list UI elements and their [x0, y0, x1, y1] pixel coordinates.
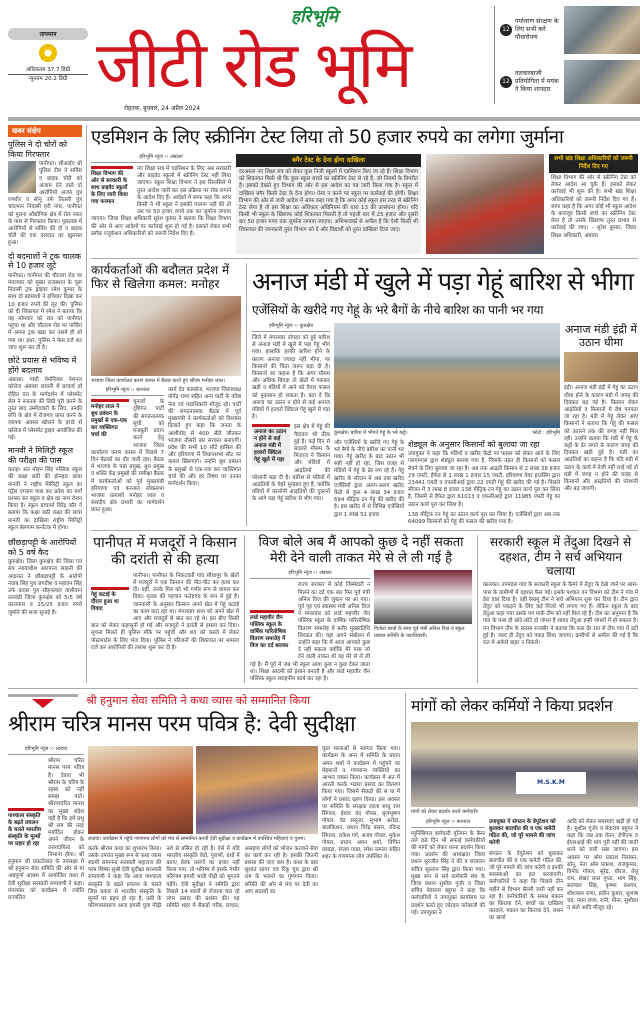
article-text: संगठन के डेपुटेशन को बुलाकर बातचीत की व एक कमेटी गठित की, जो पूरे मामले की जांच करेगी व इनकी समस्याओं का हल करवाएगी। कर्मचारियों ने कहा कि पिछले तीन महीने से विभाग सैलरी जारी नहीं कर रहा है। कर्मचारियों के समक्ष मकान का किराया देने, बच्चों का दाखिला करवाने, मकान का किराया देने, राशन का खर्चा [489, 850, 563, 922]
photo-caption: मांगों को लेकर प्रदर्शन करते कर्मचारी। [411, 809, 479, 816]
mandi-photo [334, 323, 560, 428]
brief-title: पुलिस ने दो चोरों को किया गिरफ्तार [8, 140, 68, 159]
article-text: चुनावों के दृष्टिगत पार्टी की संगठनात्मक सूची को मजबूती प्रदान करने हेतु भाजपा जिला कार्यालय करण कमल में पिछले 7 दिन बैठकों का दौर जारी रहा। बैठक में भाजपा के पन्ना प्रमुख, बूथ प्रमुख व शक्ति केंद्र प्रमुखों की समीक्षा बैठक में कार्यकर्ताओं को पूर्व मुख्यमंत्री हरियाणा एवं करनाल लोकसभा भाजपा प्रत्याशी मनोहर लाल व संसदीय क्षेत्र प्रभारी का मार्गदर्शन प्राप्त हुआ। [91, 399, 164, 514]
teaser-panel [494, 6, 640, 104]
weather-box [8, 28, 88, 83]
info-box-text: दरअसल नए शिक्षा सत्र को लेकर कुछ निजी स्कूलों में एडमिशन किए जा रहे हैं। शिक्षा विभाग को शिकायत मिली थी कि कुछ स्कूल बच्चों का स्क्रीनिंग टेस्ट ले रहे हैं, जो नियमों के विपरीत है। इसको देखते हुए विभाग की ओर से इस आदेश का पत्र जारी किया गया है। स्कूल में दाखिला बगैर किसी टेस्ट के देना होगा। ऐसा न करने पर स्कूल पर कार्रवाई की होगी। शिक्षा विभाग की ओर से जारी आदेश में साफ कहा गया है कि अगर कोई स्कूल इस तरह से स्क्रीनिंग टेस्ट लेगा है तो इस शिक्षा का अधिकार अधिनियम की धारा 13 की उल्लंघना होगा। यदि किसी भी स्कूल के खिलाफ कोई शिकायत मिलती है तो पहली बार में 25 हजार और दूसरी बार 50 हजार रुपए तक जुर्माना लगाया जाएगा। अभिभावकों से अपील है कि ऐसी किसी भी शिकायत की जानकारी तुरंत विभाग को दें और विद्यार्थी को तुरंत दाखिला दिया जाए। [239, 169, 418, 233]
karmi-body [411, 819, 638, 923]
devi-middle [88, 746, 318, 910]
byline: हरिभूमि न्यूज ›› कुरुक्षेत्र [252, 323, 330, 332]
kamal-article [91, 387, 241, 514]
newspaper-title: जीटी रोड भूमि [96, 29, 411, 103]
kamal-story [91, 263, 241, 526]
info-box-title: बगैर टेस्ट के देना होगा दाखिला [236, 154, 421, 167]
brief-title: दो बदमाशों ने ट्रक चालक से 10 हजार लूटे [8, 251, 82, 271]
lead-article [91, 154, 231, 254]
indri-text: इंद्री। अनाज मंडी इंद्री में गेहूं का उठान धीमा होने के कारण मंडी में जगह की दिक्कत बढ़ गई है। किसान लेकर आढ़तियों व किसानों में रोष पनपता जा रहा है। मंडी में गेहूं लेकर आए किसानों ने बताया कि गेहूं की फसल को उतारने तक की जगह नहीं मिल रही। उन्होंने बताया कि मंडी में गेहूं के कट्टों के ढेर लगने के कारण जगह की दिक्कत खड़ी हुई है। मंडी का आढ़तियों का कहना है कि यदि मंडी में उठान के कार्य में तेजी नहीं लाई गई तो मंडी में जगह न होने की वजह से किसानों और आढ़तियों की परेशानी और बढ़ जाएगी। [564, 385, 638, 493]
pull-quote: लार्ड महावीर जैन पब्लिक स्कूल के वार्षिक पारितोषिक वितरण समारोह में विज का दर्द छलका [250, 610, 294, 652]
anaj-middle [334, 323, 560, 526]
article-text: कार्य देव काम्बोज, भाजपा जिलाध्यक्ष योगेंद्र राणा सहित अन्य पार्टी के वरिष्ठ नेता एवं पदाधिकारी मौजूद रहे। पार्टी की संगठनात्मक बैठक में पूर्व मुख्यमंत्री ने कार्यकर्ताओं को विश्वास दिलाते हुए कहा कि जनता के आशीर्वाद से 400 सीटें जीतकर भाजपा तीसरी बार सरकार बनाएगी। प्रदेश की सभी 10 सीटें हासिल की और हरियाणा में विधानसभा सीट पर कमल खिलाएंगे। उन्होंने बूथ प्रबंधन के प्रमुखों से एक-एक कर व्यक्तिगत चर्चा की और हर विषय पर उनका मार्गदर्शन किया। [168, 387, 241, 487]
karmi-col-2 [489, 819, 563, 923]
max-temp: अधिकतम 37.7 डिग्री [8, 66, 88, 75]
teaser-item[interactable] [500, 60, 640, 104]
meeting-photo [91, 296, 241, 376]
teaser-item[interactable] [500, 6, 640, 54]
article-text: करके श्रीराम कथा का शुभारंभ किया। उसके उपरांत मुख्य रूप से कथा व्यास स्वामी रामानन्द सरस्वती महाराज की परम शिष्या सुश्री देवी सुदीक्षा सरस्वती रामायणी ने कहा कि आज पाश्चात्य संस्कृति के बढ़ते प्रचलन के चलते जिस प्रकार से भारतीय संस्कृति के मूल्यों पर प्रहार हो रहा है, उसी के परिणामस्वरूप आज हमारी युवा पीढ़ी नशे से ग्रसित हो रही है। ऐसे में यदि भारतीय संस्कृति वेदों, पुराणों, ग्रंथों में बताए प्रेरक प्रसंगों का प्रचार नहीं किया गया, तो भविष्य में इसके गंभीर परिणाम हमारी भावी पीढ़ी को भुगतने पड़ेंगे। देवी सुदीक्षा ने समिति द्वारा पिछले 14 सालों से रोजाना चल रहे लंगर प्रसाद की प्रशंसा की। यह समिति शहर में सैकड़ों गरीब, लाचार, असहाय लोगों को भोजन करवाने सेवा का कार्य कर रही है। इसकी जितनी प्रशंसा की जाए कम है। कथा के बाद सुशांत सागर एवं रिंकू चुघ द्वारा श्री राम के भजनों का गुणगान किया। समिति की ओर से मंच पर देवी का आए सदस्यों का [88, 845, 318, 910]
chevron-down-icon [32, 699, 54, 708]
students-photo [374, 570, 472, 624]
vij-body [250, 570, 472, 683]
photo-caption: भाजपा जिला कार्यालय करण कमल में बैठक करते हुए सीएम मनोहर लाल। [91, 377, 226, 384]
pull-quote: शिक्षा विभाग की ओर से सरकारी के साथ प्राइवेट स्कूलों के लिए जारी किया गया फरमान [91, 166, 133, 208]
brand-logo: हरिभूमि [291, 7, 338, 27]
section-rule [8, 688, 638, 689]
brief-title: छोटे प्रयास से भविष्य में होंगे बदलाव [8, 356, 77, 375]
byline: हरिभूमि न्यूज ›› करनाल [411, 819, 485, 828]
teaser-photo [564, 6, 640, 54]
article-text: 138 मीट्रिक टन गेहूं का उठान कार्य पूरा कर लिया है। एजेंसियों द्वारा अब तक 64099 किसानों को गेहूं की फसल की खरीद गया है। [408, 511, 560, 525]
masthead-rule [8, 117, 640, 121]
vij-headline: विज बोले अब मैं आपको कुछ दे नहीं सकता मेरी देने वाली ताकत मेरे से ले ली गई है [258, 535, 464, 566]
column-divider [405, 693, 406, 923]
anaj-subhead: एजेंसियों के खरीदे गए गेहूं के भरे बैगों के नीचे बारिश का पानी भर गया [252, 303, 544, 317]
kicker-bar [8, 694, 78, 697]
teaser-photo [564, 60, 640, 104]
audience-photo [196, 746, 318, 834]
teaser-text: पर्यावरण संरक्षण के लिए सभी करें पौधारोपण [515, 18, 559, 41]
byline: हरिभूमि न्यूज ›› अंबाला [250, 570, 370, 579]
teaser-text: तलवारबाजी प्रतियोगिता में मयंक ने किया शानदार [515, 70, 559, 93]
brief-item [8, 161, 82, 247]
info-box [236, 154, 421, 254]
min-temp: न्यूनतम 20.2 डिग्री [28, 76, 68, 82]
article-text: नए शिक्षा सत्र में एडमिशन के लिए अब सरकारी और प्राइवेट स्कूलों में स्क्रीनिंग टेस्ट नहीं लिया जाएगा। स्कूल शिक्षा विभाग ने इस सिलसिले में तुरंत आदेश जारी कर इस प्रक्रिया पर रोक लगाने के आदेश दिए हैं। आदेशों में साफ कहा कि अगर किसी ने भी स्कूल ने इसकी पालना नहीं की तो उस पर 50 हजार रुपये तक का जुर्माना लगाया जाएगा। जिला शिक्षा अधिकारी सुरेश कुमार ने बताया कि शिक्षा विभाग की ओर से आए आदेशों पर कार्रवाई शुरू हो गई है। इसको लेकर सभी ब्लॉक एजुकेशन अधिकारियों को जरूरी निर्देश दिए हैं। [91, 166, 231, 237]
article-text: फूल मालाओं से स्वागत किया गया। कार्यक्रम के अन्त में समिति के प्रधान अमन शर्मा ने कार्यक्रम में पहुंचने पर मेहमानों व गणमान्य व्यक्तियों का आभार व्यक्त किया। कार्यक्रम में अंत में आरती करके भंडारा प्रसाद का वितरण किया गया। जिसमें सैकड़ों की सं या में लोगों ने प्रसाद ग्रहण किया। इस अवसर पर समिति के सरक्षक लाला साधु राम सिंगला, ईश्वर चंद गोयल, बृजभूषण गोयल, वेद ससूजा, सुभाष अरोड़ा, बालकिशन, प्रधान विरेंद्र बंसल, रविन्द्र सिंगला, राकेश गर्ग, अजय गोयल, मुकेश गोयल, प्रधान अमन शर्मा, विपिन छाबड़ा, संजय गाबा, रमेश नरूला सहित शहर के गणमान्य लोग उपस्थित थे। [322, 746, 400, 861]
schedule-title: शेड्यूल के अनुसार किसानों को बुलाया जा रहा [408, 439, 540, 449]
middle-row [91, 263, 638, 526]
anaj-body [252, 323, 638, 526]
panipat-headline: पानीपत में मजदूरों ने किसान की दरांती से की हत्या [93, 535, 237, 568]
side-box-title: सभी खंड शिक्षा अधिकारियों को जरूरी निर्देश दिए गए [549, 154, 638, 173]
column-divider [244, 535, 245, 683]
brief-title: छौंछड़ापट्टी के आरोपियों को 5 वर्ष कैद [8, 538, 77, 557]
karmi-article [411, 819, 485, 917]
indri-story [564, 323, 638, 493]
anaj-headline: अनाज मंडी में खुले में पड़ा गेहूं बारिश से भीगा [252, 267, 633, 296]
article-text: पानीपत। पानीपत के निकटवर्ती गांव सौंधापुर के खेतों में मजदूरों ने एक किसान की पीट-पीट कर हत्या कर दी। वहीं, उनके मित्र को भी गंभीर रूप से घायल कर दिया। मृतक की पहचान फतेहचंद के रूप में हुई है। जानकारी के अनुसार किसान अपने खेत में गेहूं कटाई का काम करा रहा था। मंगलवार शाम को अपने खेत में आए और मजदूरों से बात कर रहे थे। इस बीच किसी बात को लेकर कहासुनी हो गई और मजदूरों ने दरांती से हमला कर दिया। सूचना मिलते ही पुलिस मौके पर पहुंची और शव को कब्जे में लेकर पोस्टमार्टम के लिए भेज दिया। पुलिस ने परिजनों की शिकायत पर मामला दर्ज कर आरोपियों की तलाश शुरू कर दी है। [91, 572, 239, 651]
brief-text: पानीपत। सीआईए थ्री पुलिस टीम ने सर्विस व बाइक चोरी को अंजाम देने वाले दो आरोपियों अजय पुत्र रणधीर व सोनू उर्फ तितली पुत्र चांदभान निवासी हरी नगर, पानीपत को पुराना औद्योगिक क्षेत्र में रोल नकर के पास से गिरफ्तार किया। पूछताछ में आरोपियों से सर्विस की दो व बाइक चोरी की एक वारदात का खुलासा हुआ। [8, 161, 82, 247]
schedule-box [408, 440, 560, 527]
article-text: श्रीराम चरित मानस परम पवित्र है। देवता भी श्रीराम के चरित्र के रहस्य को नहीं समझ पाते। श्रीरामचरित मानस का मुख्य संदेश यही है कि हमें प्रभु श्री राम की तरह मर्यादित होकर अपने जीवन के उत्तरदायित्व को निभाना होगा। श्री हनुमान जी प्रकटोत्सव के उपलक्ष्य में श्री हनुमान सेवा समिति की ओर से मां अन्नपूर्णा आश्रम में आयोजित कथा में देवी सुदीक्षा सरस्वती रामायणी ने कहा। मंगलवार को कार्यक्रम में ज्योति प्रज्वलित [8, 758, 84, 902]
side-box-text: शिक्षा विभाग की ओर से स्क्रीनिंग टेस्ट को लेकर आदेश आ चुके हैं। इसको लेकर कार्रवाई भी शुरू की है। सभी खंड शिक्षा अधिकारियों को जरूरी निर्देश दिए गए हैं। साफ कहा है कि अगर कोई भी स्कूल आदेश के बावजूद किसी बच्चे का स्क्रीनिंग टेस्ट लेता है तो उसके खिलाफ तुरंत प्रभाव से कार्रवाई की जाए। - सुरेश कुमार, जिला शिक्षा अधिकारी, अंबाला [551, 175, 636, 239]
lead-headline: एडमिशन के लिए स्क्रीनिंग टेस्ट लिया तो 50 हजार रुपये का लगेगा जुर्माना [91, 127, 564, 148]
schedule-text: उपायुक्त ने कहा कि मंडियों व खरीद केंद्रों पर फसल को लेकर आने के लिए एसएमएस द्वारा शेड्यूल बनाया गया है, जिसके तहत ही किसानों को फसल बेचने के लिए बुलाया जा रहा है। अब तक आढ़ती किसान से 2 लाख 38 हजार 29 एमटी, हैफेड से 1 लाख 1 हजार 15 एमटी, हरियाणा वेयर हाउसिंग द्वारा 23441 एमटी व एफसीआई द्वारा 22 एमटी गेहूं की खरीद की गई है। पिछले सीजन में 3 लाख 8 हजार 138 मीट्रिक टन गेहूं का उठान कार्य पूरा कर लिया है, जिसमें से हैफेड द्वारा 61013 व एफसीआई द्वारा 11985 एमटी गेहूं का उठान कार्य पूरा कर लिया है। [408, 451, 560, 508]
column-divider [477, 535, 478, 683]
page-badge: 12 [500, 24, 512, 36]
karmi-headline: मांगों को लेकर कर्मियों ने किया प्रदर्शन [411, 697, 613, 716]
article-text: म्युनिसिपल कर्मचारी यूनियन के बैनर तले छठे दिन भी सफाई कर्मचारियों की मांगों को लेकर धरना प्रदर्शन किया गया। प्रदर्शन की अध्यक्षता जिला प्रधान सुरजीत सिंह ने की व संचालन सचिव सुल्तान सिंह द्वारा किया गया। मुख्य रूप से सर्व कर्मचारी संघ के जिला प्रधान सुशील गुर्जर व जिला सचिव मेवाराम बहुगर ने कहा कि कर्मचारियों ने उपायुक्त कार्यालय पर प्रदर्शन करते हुए जोरदार नारेबाजी की गई। उपायुक्त ने [411, 830, 485, 916]
vij-story [250, 535, 472, 683]
karmi-story [411, 693, 638, 923]
byline: हरिभूमि न्यूज ›› लाडवा [8, 746, 84, 755]
kicker-marker [8, 694, 78, 708]
vij-photo-block [374, 570, 472, 642]
brief-title: मानवी ने मिलिट्री स्कूल की परीक्षा की पास [8, 446, 74, 465]
pull-quote: पाश्चात्य संस्कृति के बढ़ते प्रचलन के चलते भारतीय संस्कृति के मूल्यों पर प्रहार हो रहा [8, 808, 44, 850]
briefs-column [8, 125, 82, 683]
column-divider [86, 125, 87, 683]
protest-photo [411, 722, 638, 807]
devi-kicker: श्री हनुमान सेवा समिति ने कथा व्यास को सम्मानित किया [86, 694, 311, 708]
article-text: जिले में मंगलवार दोपहर को हुई बारिश से अनाज मंडी में खुले में पड़ा गेहूं भीग गया। हालांकि हल्की बारिश होने के कारण अनाज ज्यादा नहीं भीगा, पर किसानों की चिंता जरूर बढ़ा दी है। किसानों का कहना है कि अगर मौसम और अधिक बिगड़ा तो खेतों में पककर खड़ी व मंडियों में आने को तैयार फसल को नुकसान हो सकता है। बता दें कि अनाज का उठान न होने से कई अनाज मंडियों में हजारों क्विंटल गेहूं खुले में पड़ा है। [252, 335, 330, 421]
title-area [96, 6, 486, 113]
section-rule [91, 530, 638, 531]
article-text: इस क्षेत्र में गेहूं की पैदावार भी ठीक हुई है। कई दिन से बदलते मौसम के मिजाज ने किसान और मंडियों में आढ़तियों की परेशानी बढ़ा दी है। बारिश से मंडियों में आढ़तियों के चेहरे मुरझाए हुए हैं, क्योंकि मंडियों में कालोनी आढ़तियों की दुकानों के आगे पड़ा गेहूं बारिश से भीग गया। [252, 424, 330, 503]
indri-photo [564, 352, 638, 382]
bottom-section [0, 693, 640, 929]
tendua-story [483, 535, 638, 683]
masthead [0, 0, 640, 117]
brief-text: पानीपत। पानीपत की चौटाला रोड पर मंगलवार को मुख्य राजस्थान के चूरू निवासी ट्रक ड्राइवर रमेश कुमार के साथ दो बदमाशों ने हथियार दिखा कर 10 हजार रुपये की लूट की। पुलिस को दी शिकायत में रमेश ने बताया कि वह सोमवार को रात को पानीपत पहुंचा था और चौटाला रोड पर पार्किंग में अपना ट्रक खड़ा कर उसमें ही सो गया था। इधर, पुलिस ने केस दर्ज कर जांच शुरू कर दी है। [8, 272, 82, 351]
pull-quote: मनोहर लाल ने बूथ प्रबंधन के प्रमुखों से एक-एक कर व्यक्तिगत चर्चा की [91, 399, 129, 441]
brief-text: कुरुक्षेत्र। जिला कुरुक्षेत्र की जिला एवं सत्र न्यायाधीश आरपाना साहनी की अदालत ने छौंछड़ापट्टी के आरोपी नवाब सिंह पुत्र जगदीश व महावन सिंह उर्फ काका पुत्र सौहनलाल वासीवान तलवंडी जिला कुरुक्षेत्र को 5/5 वर्ष कारावास व 25/25 हजार रुपये जुर्माने की सजा सुनाई है। [8, 559, 83, 616]
photo-credit: फोटो : हरिभूमि [532, 430, 560, 436]
anaj-story [252, 263, 638, 526]
article-text: आदि को लेकर समस्याएं खड़ी हो गई है। सुशील गुर्जर व मेवाराम बहुगर ने कहा कि जब तक वेतन, ईपीएफ व ईएसआई की मांग पूरी नहीं की जाती धरने को जारी रखा जाएगा। इस अवसर पर ओम प्रकाश निसंकर, सोनू, नेता ओम प्रकाश, राजकुमार, विनोद गोयल, सुरेंद्र, धीरज, तेलू राम, शेखर लाल गुप्ता, भाग सिंह, सतपाल सिंह, कृष्णा कश्यप, शीशपाल राणा, प्रवीन कुमार, सुभाष चंद, पवन राणा, रानी, मीना, सुशीला व संतो आदि मौजूद रहे। [567, 818, 638, 912]
devi-story [8, 693, 400, 923]
devi-kicker-row [8, 693, 400, 708]
third-row [91, 535, 638, 683]
pull-quote: उपायुक्त ने संगठन के डेपुटेशन को बुलाकर बातचीत की व एक कमेटी गठित की, जो पूरे मामले की जांच करेगी [489, 818, 556, 846]
column-divider [246, 263, 247, 526]
sun-icon [39, 44, 57, 62]
devi-headline: श्रीराम चरित्र मानस परम पवित्र है: देवी सुदीक्षा [8, 712, 356, 738]
article-text: राज्य सरकार में कोई जिम्मेदारी न मिलने का दर्द एक बार फिर पूर्व मंत्री अनिल विज की जुबान पर आ गया। पूर्व गृह एवं स्वास्थ्य मंत्री अनिल विज ने मंगलवार को लार्ड महावीर जैन पब्लिक स्कूल के वार्षिक पारितोषिक वितरण समारोह में बतौर मुख्यातिथि शिरकत की। यहां अपने संबोधन में उन्होंने कहा कि मैं आज आपको कुछ दे नहीं सकता क्योंकि मेरे पास जो देने वाली ताकत थी वह मेरे से ले ली गई है। मैं पूर्व में जब भी स्कूल आया कुछ न कुछ देकर जाता था। शिक्षा आदमी को इंसान बनाती है और लार्ड महावीर जैन पब्लिक स्कूल सराहनीय कार्य कर रहा है। [250, 582, 370, 682]
brief-photo [8, 161, 36, 193]
brief-text: अंबाला। गांधी मेमोरियल नेशनल कॉलेज अंबाला छावनी में प्राचार्य डॉ रोहित दत्त के मार्गदर्शन में प्लेसमेंट सेल ने स्नातक की डिग्री पूरी करने के तुरंत बाद उम्मीदवारों के लिए, उनकी रुचि के क्षेत्र में रोजगार प्राप्त करने के व्यापक अवसर खोलने के इरादे से कॉलेज में प्लेसमेंट ड्राइव आयोजित की गई। [8, 377, 82, 441]
anaj-lower [334, 440, 560, 527]
weather-label: तापमान [8, 28, 88, 40]
devi-article [8, 746, 84, 902]
brief-text: कराह। संत मोहन सिंह पब्लिक स्कूल की कक्षा छठी की होनहार छात्रा मानवी ने राष्ट्रीय मिलिट्री स्कूल का एंट्रेंस एग्जाम पास कर प्रवेश का मार्ग प्रशस्त कर स्कूल व क्षेत्र का नाम रोशन किया है। स्कूल प्राचार्या विरेंद्र कौर ने बताया कि कक्षा छठी कक्षा की छात्रा मानवी का दाखिला राष्ट्रीय मिलिट्री स्कूल बेलगाम कर्नाटक में होगा। [8, 467, 82, 531]
section-rule [91, 258, 638, 259]
kamal-headline: कार्यकर्ताओं की बदौलत प्रदेश में फिर से खिलेगा कमल: मनोहर [91, 263, 230, 292]
main-area [91, 125, 638, 683]
lead-row [91, 154, 638, 254]
byline: हरिभूमि न्यूज ›› करनाल [91, 387, 164, 396]
briefs-label: खबर संक्षेप [8, 125, 82, 137]
felicitation-photo [88, 746, 193, 834]
protest-banner: M.S.K.M [516, 772, 586, 794]
photo-caption: कुरुक्षेत्र। बारिश में भीगते गेहूं के भरे कट्टे। [334, 430, 408, 436]
article-text: कालका। उपमंडल गांव के सरकारी स्कूल के कैमरे में तेंदुए के देखे जाने पर आस-पास के ग्रामीणों में दहशत फैल गई। इसके पश्चात वन विभाग को टीम ने गांव में डेरा डाल दिया है। वहीं रेस्क्यू टीम ने सर्च अभियान शुरू कर दिया है। टीम द्वारा तेंदुए को पकड़ने के लिए कई पिंजरे भी लगाए गए हैं। लेकिन स्कूल के बाद तेंदुआ कहां गया उसके पग मार्क टीम को नहीं मिल रहे हैं। टीम का अनुमान है कि गांव के पास ही छोटे-छोटे दो जंगल हैं शायद तेंदुआ इन्हीं जंगलों में हो सकता है। वन विभाग टीम के सदस्य राजबीर ने बताया कि कल देर रात से टीम गांव में डटी हुई है। जल्द ही तेंदुए को पकड़ लिया जाएगा। ग्रामीणों से अपील की गई है कि रात में अकेले बाहर न निकलें। [483, 582, 638, 646]
schoolchildren-photo [426, 154, 544, 254]
upper-section [0, 125, 640, 683]
photo-caption-row [334, 428, 560, 440]
anaj-article [252, 323, 330, 504]
side-box [549, 154, 638, 254]
kamal-col-1 [91, 387, 164, 514]
dateline: रोहतक, बुधवार, 24 अप्रैल 2024 [124, 105, 201, 112]
photo-caption: लाडवा। कार्यक्रम में पहुंचे गणमान्य लोगों को मंच से सम्मानित करती देवी सुदीक्षा व कार्यक्रम में उपस्थित महिलाएं व पुरुष। [88, 836, 305, 843]
pull-quote: अनाज का उठान न होने से कई अनाज मंडी में हजारों क्विंटल गेहूं खुले में पड़ा [252, 424, 290, 466]
indri-headline: अनाज मंडी इंद्री में उठान धीमा [565, 323, 637, 350]
article-text: और एजेंसियों के खरीदे गए गेहूं के भरे बैगों के नीचे बारिश का पानी भर गया। गेहूं खरीद के बाद उठान भी सही नहीं हो रहा, जिस वजह से मंडियों में गेहूं के ढेर लग रहे हैं। गेहूं खरीद के सीजन में अब तक खरीद एजेंसियों द्वारा अलग-अलग खरीद केंद्रों से कुल 4 लाख 34 हजार 694 मीट्रिक टन गेहूं की खरीद की है। इस खरीद में से विभिन्न एजेंसियों द्वारा 1 लाख 51 हजार [334, 439, 404, 518]
byline: हरिभूमि न्यूज ›› अंबाला [91, 154, 231, 163]
vij-article [250, 570, 370, 683]
page-badge: 12 [500, 76, 512, 88]
devi-photos [88, 746, 318, 834]
devi-body [8, 746, 400, 910]
pull-quote: गेहूं कटाई के दौरान हुआ था विवाद [91, 587, 129, 615]
panipat-story [91, 535, 239, 683]
photo-caption: विजेता छात्रों के साथ पूर्व मंत्री अनिल विज व स्कूल प्रबंधन समिति के पदाधिकारी। [374, 626, 465, 639]
tendua-headline: सरकारी स्कूल में तेंदुआ दिखने से दहशत, टीम ने सर्च अभियान चलाया [489, 535, 632, 578]
